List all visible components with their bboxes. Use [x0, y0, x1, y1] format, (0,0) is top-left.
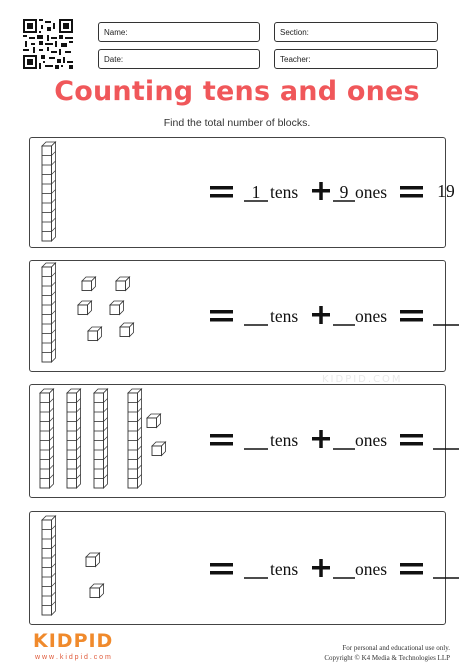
section-field[interactable]	[274, 22, 438, 42]
tens-word: tens	[270, 430, 299, 450]
ten-rod	[42, 263, 56, 362]
equals-sign	[400, 310, 423, 322]
unit-cube	[120, 323, 134, 337]
copyright-notice	[324, 643, 450, 663]
equation-2	[208, 298, 468, 338]
unit-cube	[152, 442, 166, 456]
plus-sign	[312, 430, 330, 448]
total-answer: 19	[437, 181, 455, 201]
unit-cube	[110, 301, 124, 315]
ten-rod	[40, 389, 54, 488]
unit-cube	[78, 301, 92, 315]
ten-rod	[42, 142, 56, 241]
logo-website: w w w . k i d p i d . c o m	[35, 654, 111, 661]
exercise-panel-3	[29, 384, 446, 498]
ones-answer: 9	[339, 182, 349, 202]
kidpid-logo	[33, 630, 114, 661]
equation-4	[208, 551, 468, 591]
plus-sign	[312, 559, 330, 577]
date-field[interactable]	[98, 49, 260, 69]
equals-sign	[400, 563, 423, 575]
base-ten-blocks-2	[30, 261, 170, 373]
tens-word: tens	[270, 559, 299, 579]
equals-sign	[400, 434, 423, 446]
base-ten-blocks-1	[30, 138, 170, 250]
unit-cube	[90, 584, 104, 598]
tens-answer: 1	[251, 182, 261, 202]
ones-word: ones	[355, 430, 388, 450]
ten-rod	[67, 389, 81, 488]
name-field[interactable]	[98, 22, 260, 42]
ten-rod	[94, 389, 108, 488]
plus-sign	[312, 182, 330, 200]
teacher-label: Teacher:	[280, 55, 311, 64]
copyright-line: Copyright © K4 Media & Technologies LLP	[324, 654, 450, 662]
unit-cube	[147, 414, 161, 428]
instruction-text: Find the total number of blocks.	[163, 117, 311, 129]
equals-sign	[210, 434, 233, 446]
equals-sign	[210, 186, 233, 198]
equals-sign	[210, 563, 233, 575]
equals-sign	[400, 186, 423, 198]
tens-word: tens	[270, 182, 299, 202]
unit-cube	[88, 327, 102, 341]
plus-sign	[312, 306, 330, 324]
tens-word: tens	[270, 306, 299, 326]
exercise-panel-4	[29, 511, 446, 625]
qr-code	[23, 19, 73, 69]
ones-word: ones	[355, 306, 388, 326]
unit-cube	[116, 277, 130, 291]
date-label: Date:	[104, 55, 124, 64]
equation-3	[208, 422, 468, 462]
base-ten-blocks-3	[30, 385, 170, 497]
ten-rod	[42, 516, 56, 615]
watermark-text: KIDPID.COM	[322, 374, 403, 385]
exercise-panel-2	[29, 260, 446, 372]
unit-cube	[82, 277, 96, 291]
equation-1	[208, 174, 468, 214]
equals-sign	[210, 310, 233, 322]
usage-line: For personal and educational use only.	[342, 644, 450, 652]
logo-text: KIDPID	[33, 630, 114, 652]
worksheet-title: Counting tens and ones	[54, 76, 420, 107]
unit-cube	[86, 553, 100, 567]
name-label: Name:	[104, 28, 128, 37]
teacher-field[interactable]	[274, 49, 438, 69]
ones-word: ones	[355, 182, 388, 202]
ones-word: ones	[355, 559, 388, 579]
base-ten-blocks-4	[30, 512, 170, 624]
exercise-panel-1	[29, 137, 455, 248]
ten-rod	[128, 389, 142, 488]
section-label: Section:	[280, 28, 309, 37]
